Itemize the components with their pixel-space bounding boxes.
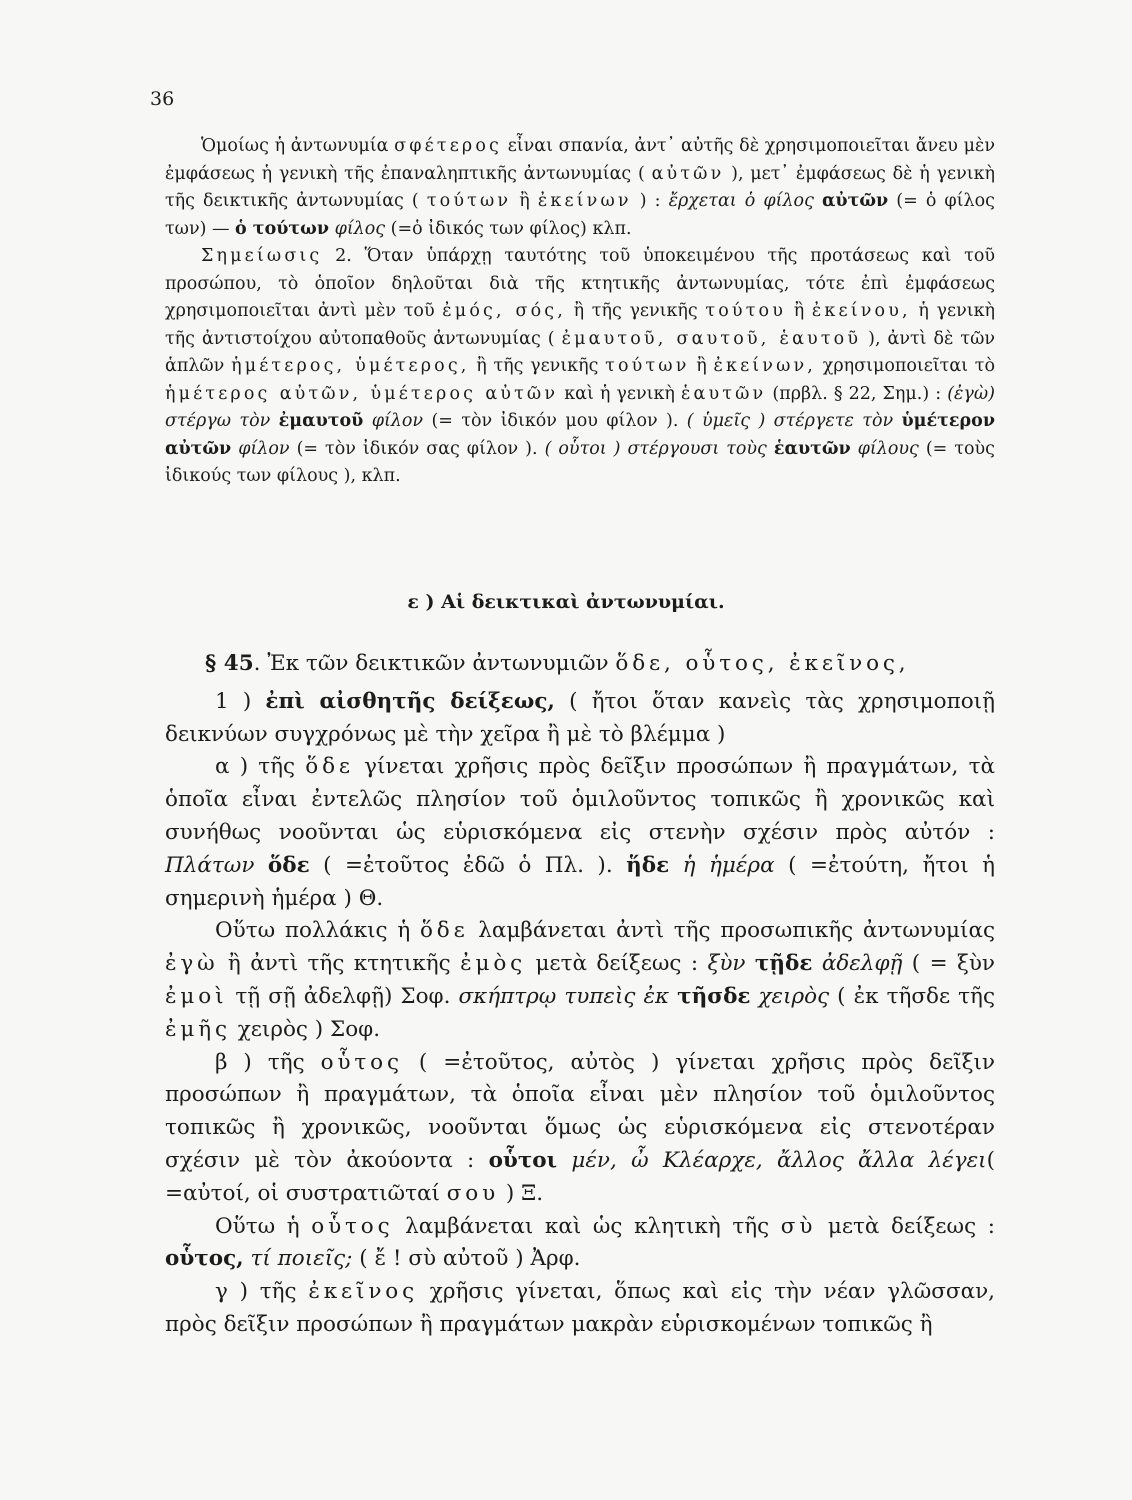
text-run: ἔρχεται ὁ φίλος [668,191,822,211]
text-run: ἐμαυτοῦ, σαυτοῦ, ἑαυτοῦ [561,328,862,349]
section-text-main [165,648,995,1342]
text-run: Οὕτω ἡ [215,1213,312,1239]
text-run: (= τὸν ἰδικόν μου φίλον ). [423,411,687,431]
text-run: οὗτος [311,1213,394,1239]
text-run: οὗτος, [165,1246,244,1272]
text-run: ( =αὐτοί, οἱ συστρατιῶταί [165,1147,995,1206]
text-run: σου [446,1180,500,1206]
text-run: ), ἀντὶ δὲ τῶν ἁπλῶν [165,328,995,376]
text-run: (= τοὺς ἰδικούς των φίλους ), κλπ. [165,438,995,486]
section-heading: ε ) Αἱ δεικτικαὶ ἀντωνυμίαι. [407,591,725,613]
text-run: ἢ ἀντὶ τῆς κτητικῆς [218,951,461,977]
text-run: ( ἤτοι ὅταν κανεὶς τὰς χρησιμοποιῇ δεικνύων συγχρόνως μὲ τὴν χεῖρα ἢ μὲ τὸ βλέμμα ) [165,688,995,747]
text-run: σκήπτρῳ τυπεὶς ἐκ [458,983,670,1009]
paragraph-beta [165,1047,995,1211]
text-run: ἐγὼ [165,951,219,977]
text-run: ( ἐκ τῆσδε τῆς [829,983,995,1009]
text-run: β ) τῆς [215,1049,321,1075]
text-run: καὶ ἡ γενικὴ [558,383,681,404]
text-run: ἐκείνων [537,191,632,211]
text-run [669,853,682,878]
text-run: λαμβάνεται καὶ ὡς κλητικὴ τῆς [393,1213,781,1239]
text-run: ἀδελφῇ [821,951,903,977]
text-run: λαμβάνεται ἀντὶ τῆς προσωπικῆς ἀντωνυμίας [468,918,996,944]
text-run: εἶναι σπανία, ἀντ᾽ αὐτῆς δὲ χρησιμοποιεῖται ἄνευ μὲν ἐμφάσεως ἡ γενικὴ τῆς ἐπαναληπτικῆς ἀντωνυμίας ( [165,136,995,184]
text-run: ( =ἐτοῦτος ἐδῶ ὁ Πλ. ). [309,852,627,878]
text-run: οὗτοι [488,1147,558,1173]
page-number: 36 [150,88,175,110]
text-run: Σημείωσις [201,246,323,266]
text-run: ( = ξὺν [902,951,995,977]
text-run: (= τὸν ἰδικόν σας φίλον ). [289,438,545,459]
text-run: 2. Ὅταν ὑπάρχῃ ταυτότης τοῦ ὑποκειμένου τῆς προτάσεως καὶ τοῦ προσώπου, τὸ ὁποῖον δηλοῦται διὰ τῆς κτητικῆς ἀντωνυμίας, τότε ἐπὶ ἐμφάσεως χρησιμοποιεῖται ἀντὶ μὲν τοῦ [165,246,995,321]
text-run: μέν, ὦ Κλέαρχε, ἄλλος ἄλλα λέγει [571,1147,987,1173]
paragraph-alpha [165,751,995,915]
text-run: μετὰ δείξεως : [816,1213,995,1239]
text-run: ἡ ἡμέρα [682,852,775,878]
text-run: φίλους [850,438,919,459]
text-run: ( ἔ ! σὺ αὐτοῦ ) Ἀρφ. [352,1246,581,1272]
text-run: ἢ [786,301,812,321]
text-run: ἡ γενικὴ τῆς ἀντιστοίχου αὐτοπαθοῦς ἀντωνυμίας ( [165,301,995,349]
text-run: α ) τῆς [215,754,306,780]
text-run: (ἐγὼ) στέργω τὸν [165,383,995,431]
text-run: ἐκείνου, [811,301,911,321]
text-run: ἢ τῆς γενικῆς [469,356,606,376]
text-run: ἐμοὶ [165,983,228,1009]
paragraph-point-1 [165,686,995,752]
text-run: χειρὸς [758,983,830,1009]
text-run: ( ὑμεῖς ) στέργετε τὸν [686,411,902,431]
text-run: Οὕτω πολλάκις ἡ [215,918,420,944]
text-run: ὅδε, οὗτος, ἐκεῖνος, [615,651,910,676]
text-run: ὁ τούτων [235,218,329,239]
text-run: ἐκείνων, [713,356,817,376]
text-run [669,984,677,1009]
text-run: τῆσδε [677,983,751,1009]
text-run [244,1246,251,1271]
paragraph-homoios [165,133,995,243]
text-run: αὐτῶν [651,163,725,184]
text-run: γ ) τῆς [215,1279,309,1305]
text-run: ἢ [689,356,714,376]
text-run: (= ὁ φίλος των) — [165,191,995,239]
text-run: ὅδε [267,852,310,878]
text-run: φίλον [363,411,424,431]
text-run: ( =ἐτοῦτος, αὐτὸς ) γίνεται χρῆσις πρὸς δεῖξιν προσώπων ἢ πραγμάτων, τὰ ὁποῖα εἶναι μὲν πλησίον τοῦ ὁμιλοῦντος τοπικῶς ἢ χρονικῶς, νοοῦνται ὅμως ὡς εὑρισκόμενα εἰς στενοτέραν σχέσιν μὲ τὸν ἀκούοντα : [165,1049,995,1173]
text-run: χρησιμοποιεῖται τὸ [816,356,995,376]
text-run: (πρβλ. § 22, Σημ.) : [766,383,948,404]
text-run [745,951,754,976]
text-run: σὺ [780,1213,817,1239]
paragraph-45 [165,648,995,681]
text-run: Ὁμοίως ἡ ἀντωνυμία [201,136,395,156]
text-run: (=ὁ ἰδικός των φίλος) κλπ. [385,218,632,239]
text-run: τῇδε [754,951,813,977]
text-run [751,984,759,1009]
text-run: σφέτερος [394,136,503,156]
text-run: ἢ [511,191,538,211]
text-run: ἐπὶ αἰσθητῆς δείξεως, [265,688,555,714]
text-run: ὅδε [419,918,469,944]
text-run: μετὰ δείξεως : [526,951,708,977]
text-run: ἐμός, σός, [442,301,566,321]
text-run: ἐκεῖνος [308,1279,419,1305]
text-run: ἐμῆς [165,1016,231,1042]
section-text-top [165,133,995,491]
text-run: αὐτῶν [821,191,889,211]
text-run: τί ποιεῖς; [250,1246,353,1272]
text-run: χειρὸς ) Σοφ. [230,1016,381,1042]
text-run [812,951,821,976]
text-run: γίνεται χρῆσις πρὸς δεῖξιν προσώπων ἢ πραγμάτων, τὰ ὁποῖα εἶναι ἐντελῶς πλησίον τοῦ ὁμιλοῦντος τοπικῶς ἢ χρονικῶς καὶ συνήθως νοοῦνται ὡς εὑρισκόμενα εἰς στενὴν σχέσιν πρὸς αὐτόν : [165,754,995,845]
text-run: ) Ξ. [499,1180,544,1206]
text-run: τῇ σῇ ἀδελφῇ) Σοφ. [227,983,459,1009]
text-run: τούτων [426,191,512,211]
text-run: ) : [631,191,669,211]
text-run: § 45 [205,651,254,676]
text-run: τούτων [605,356,690,376]
text-run: ὑμέτερον αὐτῶν [165,411,995,459]
text-run: φίλον [231,438,290,459]
text-run: ἢ τῆς γενικῆς [565,301,706,321]
text-run: ἐμαυτοῦ [278,411,364,431]
text-run [254,853,267,878]
text-run: ἑαυτῶν [773,438,851,459]
text-run: . Ἐκ τῶν δεικτικῶν ἀντωνυμιῶν [253,651,616,676]
text-run: τούτου [705,301,787,321]
text-run [557,1148,571,1173]
text-run: φίλος [334,218,386,239]
text-run: ἑαυτῶν [680,383,767,404]
text-run: ἐμὸς [460,951,527,977]
text-run: ( οὗτοι ) στέργουσι τοὺς [544,438,774,459]
text-run: ξὺν [707,951,746,977]
text-run: ), μετ᾽ ἐμφάσεως δὲ ἡ γενικὴ τῆς δεικτικῆς ἀντωνυμίας ( [165,163,995,211]
text-run: ἥδε [626,852,670,878]
note-2-paragraph [165,243,995,491]
paragraph-houto-1 [165,915,995,1046]
text-run: ἡμέτερος, ὑμέτερος, [231,356,470,376]
text-run: ἡμέτερος αὐτῶν, ὑμέτερος αὐτῶν [165,383,559,404]
text-run: Πλάτων [165,852,255,878]
text-run: χρῆσις γίνεται, ὅπως καὶ εἰς τὴν νέαν γλῶσσαν, πρὸς δεῖξιν προσώπων ἢ πραγμάτων μακρὰν εὑρισκομένων τοπικῶς ἢ [165,1279,995,1337]
paragraph-houto-2 [165,1211,995,1277]
text-run: οὗτος [320,1049,403,1075]
text-run: ( =ἐτούτη, ἤτοι ἡ σημερινὴ ἡμέρα ) Θ. [165,852,995,911]
paragraph-gamma [165,1276,995,1342]
text-run: 1 ) [215,688,266,714]
text-run: ὅδε [305,754,354,780]
